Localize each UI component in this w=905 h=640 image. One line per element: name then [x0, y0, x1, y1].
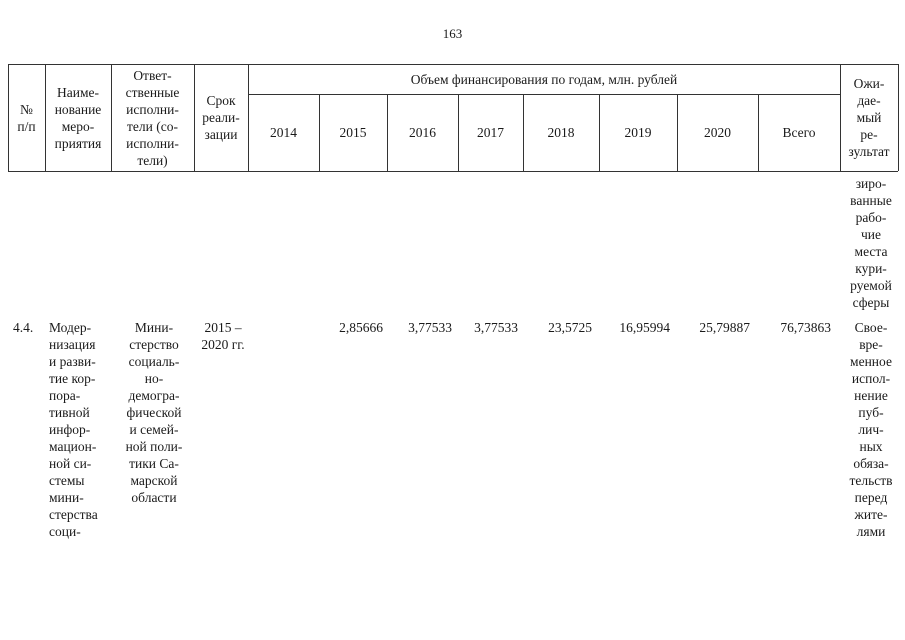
header-total: Всего	[782, 125, 816, 140]
row-result: Свое- вре- менное испол- нение пуб- лич- ных обяза- тельств перед жите- лями	[849, 320, 893, 539]
value-2019: 16,95994	[619, 320, 670, 335]
header-year-2015: 2015	[339, 125, 367, 140]
value-2015: 2,85666	[339, 320, 383, 335]
header-year-2014: 2014	[270, 125, 297, 140]
header-num: № п/п	[17, 101, 36, 134]
header-year-2020: 2020	[704, 125, 731, 140]
header-result: Ожи- дае- мый ре- зультат	[848, 76, 890, 159]
header-executors: Ответ- ственные исполни- тели (со- исполни- тели)	[125, 67, 180, 168]
page-number: 163	[442, 26, 463, 41]
row-num: 4.4.	[13, 320, 34, 335]
value-total: 76,73863	[780, 320, 831, 335]
table-header-bottom-border	[8, 171, 898, 172]
col-border-13	[898, 64, 899, 171]
header-funding: Объем финансирования по годам, млн. рублей	[410, 71, 678, 87]
header-year-2018: 2018	[547, 125, 575, 140]
header-year-2019: 2019	[624, 125, 652, 140]
value-2017: 3,77533	[474, 320, 518, 335]
header-year-2016: 2016	[409, 125, 436, 140]
header-term: Срок реали- зации	[202, 93, 240, 142]
continuation-result: зиро- ванные рабо- чие места кури- руемой сферы	[850, 176, 892, 310]
row-term: 2015 – 2020 гг.	[201, 320, 245, 352]
header-name: Наиме- нование меро- приятия	[54, 84, 102, 151]
value-2020: 25,79887	[699, 320, 750, 335]
row-name: Модер- низация и разви- тие кор- пора- тивной инфор- мацион- ной си- стемы мини- стерства соци-	[49, 320, 98, 539]
row-executor: Мини- стерство социаль- но- демогра- фической и семей- ной поли- тики Са- марской области	[125, 320, 183, 505]
header-year-2017: 2017	[477, 125, 504, 140]
value-2018: 23,5725	[548, 320, 592, 335]
value-2016: 3,77533	[408, 320, 452, 335]
